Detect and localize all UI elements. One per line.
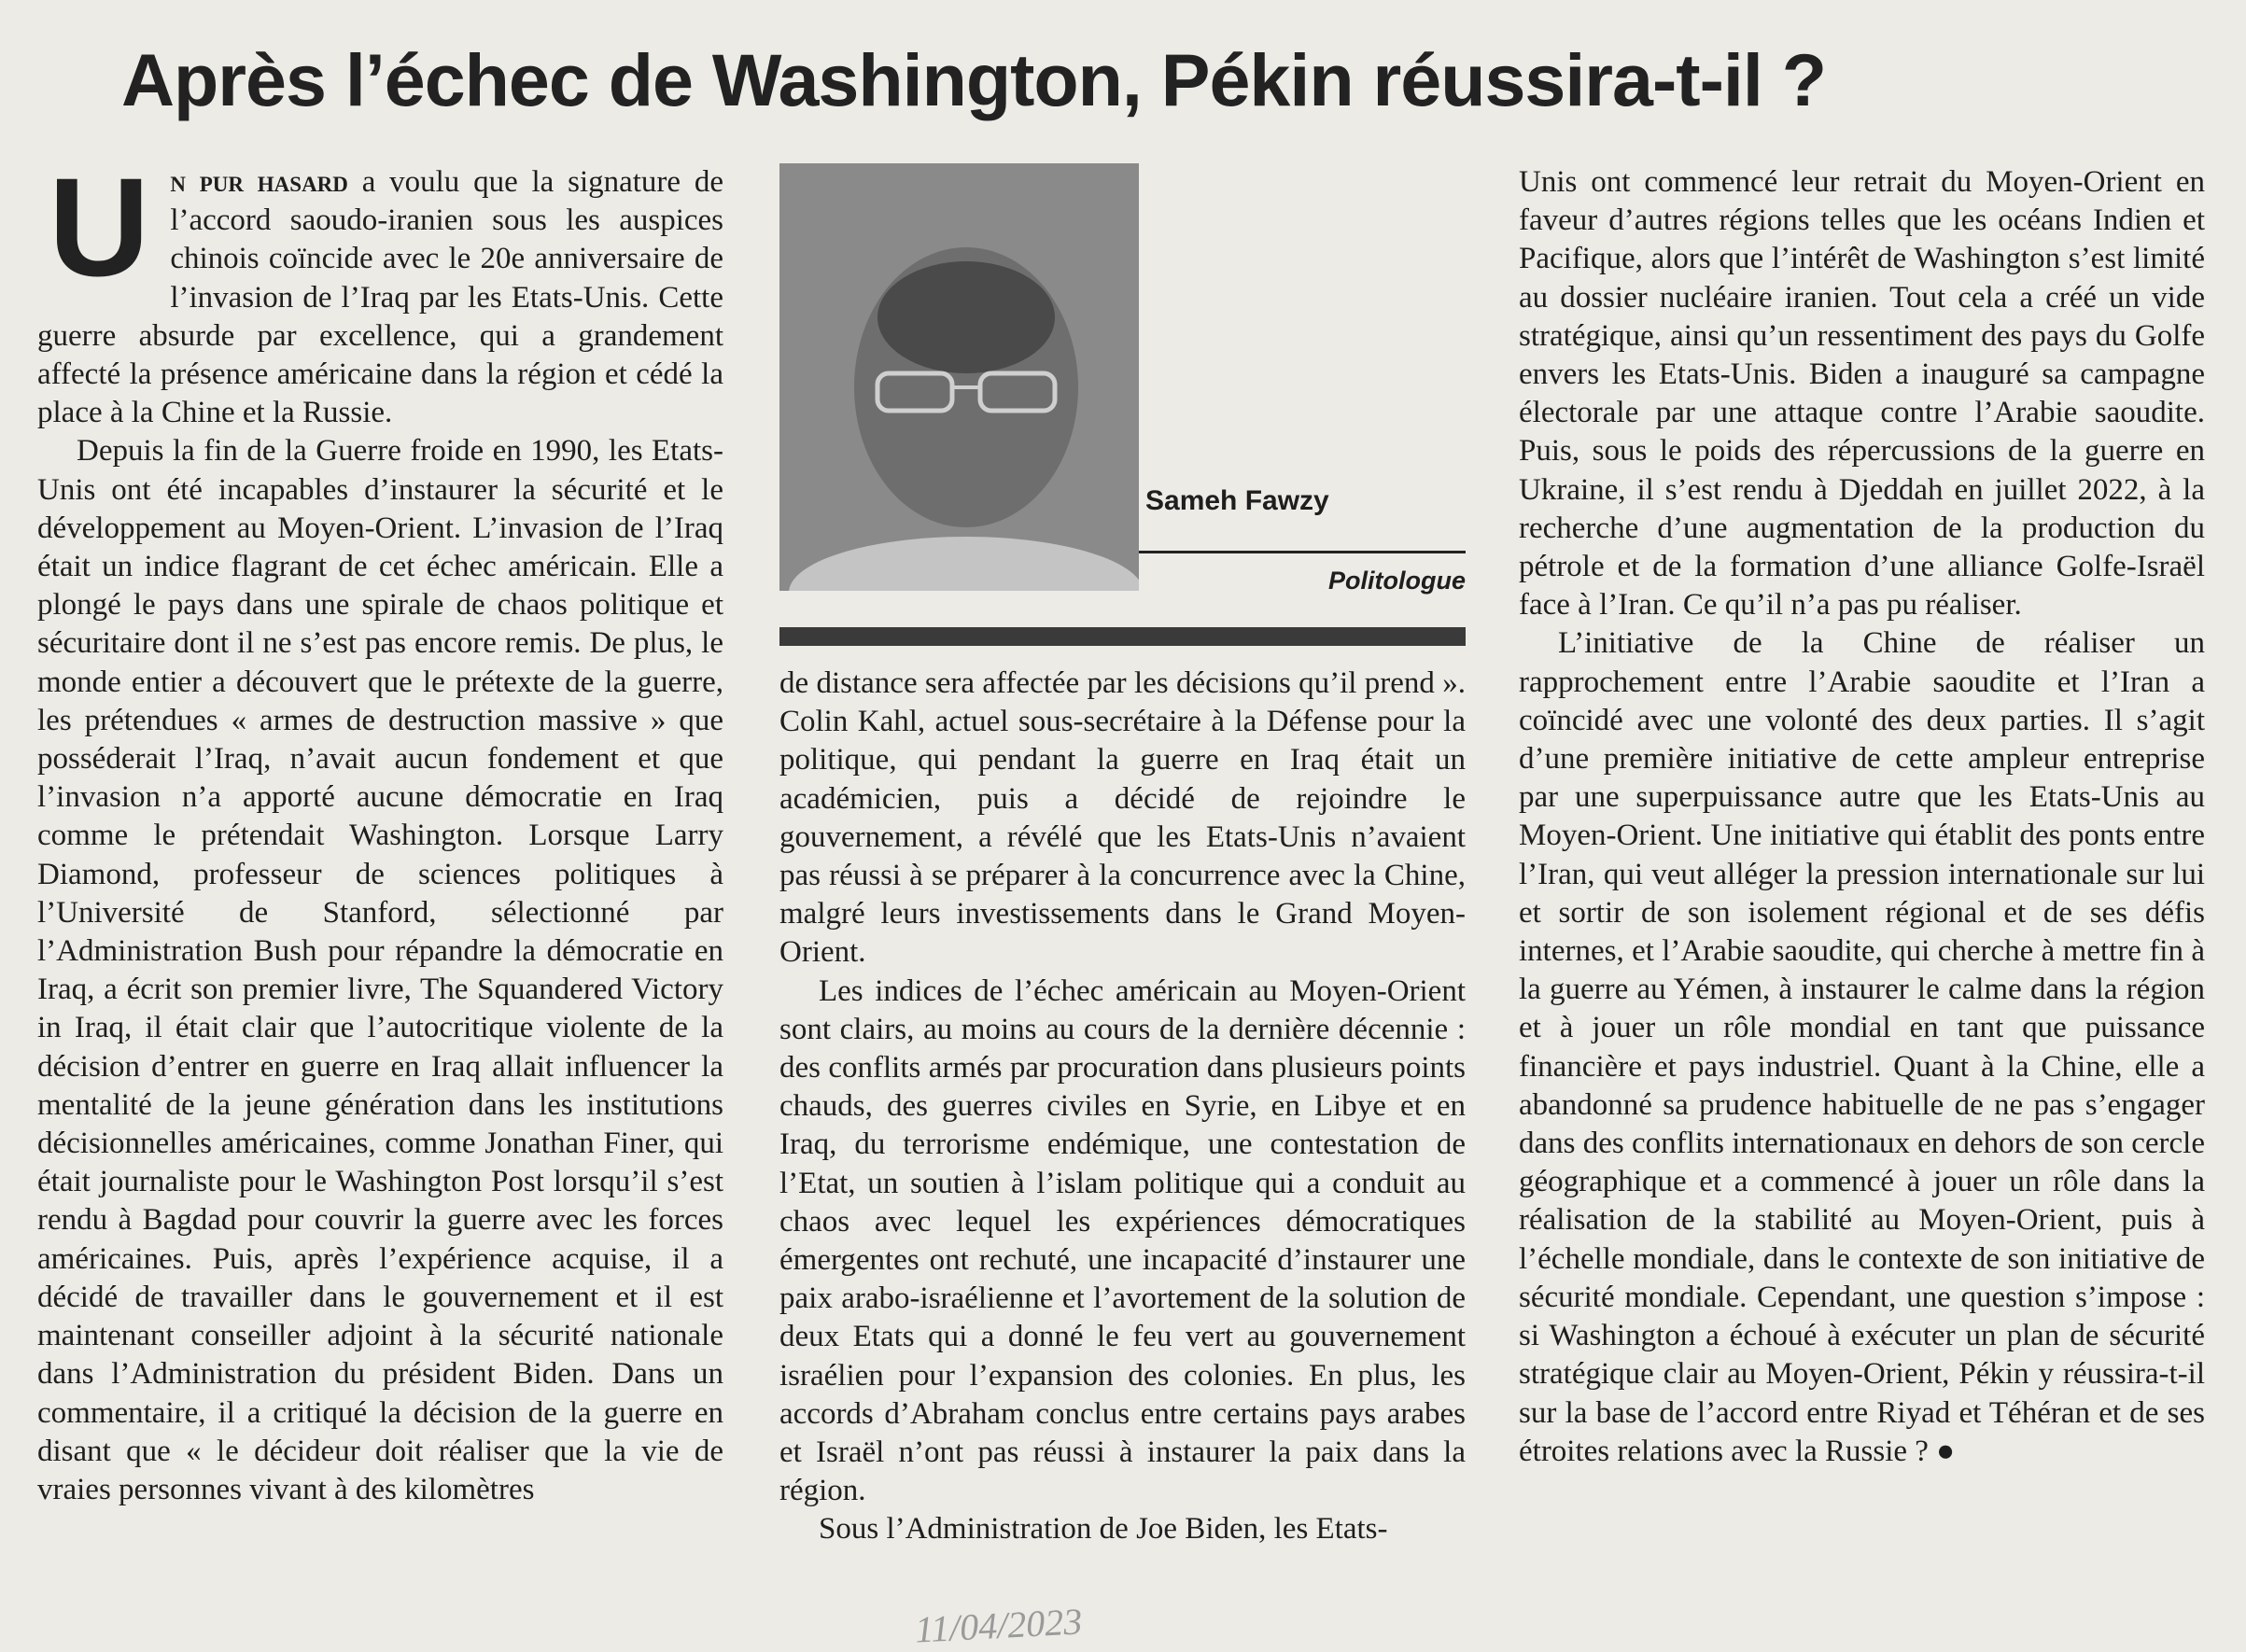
drop-cap: U xyxy=(49,148,150,305)
headline: Après l’échec de Washington, Pékin réussira-t-il ? xyxy=(121,38,1826,121)
paragraph-1 xyxy=(37,148,724,432)
handwritten-date: 11/04/2023 xyxy=(913,1600,1084,1651)
column-2 xyxy=(779,665,1466,1549)
author-box xyxy=(779,163,1466,667)
column-1 xyxy=(37,148,724,1509)
column-3 xyxy=(1519,163,2205,1471)
paragraph-3: de distance sera affectée par les décisions qu’il prend ». Colin Kahl, actuel sous-secrétaire à la Défense pour la politique, qui pendant la guerre en Iraq était un académicien, puis a décidé de rejoindre le gouvernement, a révélé que les Etats-Unis n’avaient pas réussi à se préparer à la concurrence avec la Chine, malgré leurs investissements dans le Grand Moyen-Orient. xyxy=(779,666,1466,970)
lead-in: n pur hasard xyxy=(170,165,348,199)
author-portrait xyxy=(779,163,1139,591)
author-divider xyxy=(1139,551,1466,553)
paragraph-7: L’initiative de la Chine de réaliser un rapprochement entre l’Arabie saoudite et l’Iran a coïncidé avec une volonté des deux parties. Il s’agit d’une première initiative de cette ampleur entreprise par une superpuissance autre que les Etats-Unis au Moyen-Orient. Une initiative qui établit des ponts entre l’Iran, qui veut alléger la pression internationale sur lui et sortir de son isolement régional et de ses défis internes, et l’Arabie saoudite, qui cherche à mettre fin à la guerre au Yémen, à instaurer le calme dans la région et à jouer un rôle mondial en tant que puissance financière et pays industriel. Quant à la Chine, elle a abandonné sa prudence habituelle de ne pas s’engager dans des conflits internationaux en dehors de son cercle géographique et a commencé à jouer un rôle dans la réalisation de la stabilité au Moyen-Orient, puis à l’échelle mondiale, dans le contexte de son initiative de sécurité mondiale. Cependant, une question s’impose : si Washington a échoué à exécuter un plan de sécurité stratégique clair au Moyen-Orient, Pékin y réussira-t-il sur la base de l’accord entre Riyad et Téhéran et de ses étroites relations avec la Russie ? ● xyxy=(1519,626,2205,1468)
paragraph-4: Les indices de l’échec américain au Moyen-Orient sont clairs, au moins au cours de la dernière décennie : des conflits armés par procuration dans plusieurs points chauds, des guerres civiles en Syrie, en Libye et en Iraq, du terrorisme endémique, une contestation de l’Etat, un soutien à l’islam politique qui a conduit au chaos avec lequel les expériences démocratiques émergentes ont rechuté, une incapacité d’instaurer une paix arabo-israélienne et l’avortement de la solution de deux Etats qui a donné le feu vert au gouvernement israélien pour l’expansion des colonies. En plus, les accords d’Abraham conclus entre certains pays arabes et Israël n’ont pas réussi à instaurer la paix dans la région. xyxy=(779,973,1466,1508)
section-divider xyxy=(779,627,1466,646)
paragraph-5: Sous l’Administration de Joe Biden, les Etats- xyxy=(819,1512,1388,1547)
portrait-icon xyxy=(779,163,1139,591)
paragraph-1-text: a voulu que la signature de l’accord saoudo-iranien sous les auspices chinois coïncide avec le 20e anniversaire de l’invasion de l’Iraq par les Etats-Unis. Cette guerre absurde par excellence, qui a grandement affecté la présence américaine dans la région et cédé la place à la Chine et la Russie. xyxy=(37,165,724,430)
paragraph-2: Depuis la fin de la Guerre froide en 1990, les Etats-Unis ont été incapables d’instaurer la sécurité et le développement au Moyen-Orient. L’invasion de l’Iraq était un indice flagrant de cet échec américain. Elle a plongé le pays dans une spirale de chaos politique et sécuritaire dont il ne s’est pas encore remis. De plus, le monde entier a découvert que le prétexte de la guerre, les prétendues « armes de destruction massive » que posséderait l’Iraq, n’avait aucun fondement et que l’invasion n’a apporté aucune démocratie en Iraq comme le prétendait Washington. Lorsque Larry Diamond, professeur de sciences politiques à l’Université de Stanford, sélectionné par l’Administration Bush pour répandre la démocratie en Iraq, a écrit son premier livre, The Squandered Victory in Iraq, il était clair que l’autocritique violente de la décision d’entrer en guerre en Iraq allait influencer la mentalité de la jeune génération dans les institutions décisionnelles américaines, comme Jonathan Finer, qui était journaliste pour le Washington Post lorsqu’il s’est rendu à Bagdad pour couvrir la guerre avec les forces américaines. Puis, après l’expérience acquise, il a décidé de travailler dans le gouvernement et il est maintenant conseiller adjoint à la sécurité nationale dans l’Administration du président Biden. Dans un commentaire, il a critiqué la décision de la guerre en disant que « le décideur doit réaliser que la vie de vraies personnes vivant à des kilomètres xyxy=(37,434,723,1506)
author-role: Politologue xyxy=(1328,567,1466,595)
paragraph-6: Unis ont commencé leur retrait du Moyen-Orient en faveur d’autres régions telles que les océans Indien et Pacifique, alors que l’intérêt de Washington s’est limité au dossier nucléaire iranien. Tout cela a créé un vide stratégique, ainsi qu’un ressentiment des pays du Golfe envers les Etats-Unis. Biden a inauguré sa campagne électorale par une attaque contre l’Arabie saoudite. Puis, sous le poids des répercussions de la guerre en Ukraine, il s’est rendu à Djeddah en juillet 2022, à la recherche d’une augmentation de la production du pétrole et de la formation d’une alliance Golfe-Israël face à l’Iran. Ce qu’il n’a pas pu réaliser. xyxy=(1519,165,2205,623)
author-name: Sameh Fawzy xyxy=(1145,485,1329,516)
